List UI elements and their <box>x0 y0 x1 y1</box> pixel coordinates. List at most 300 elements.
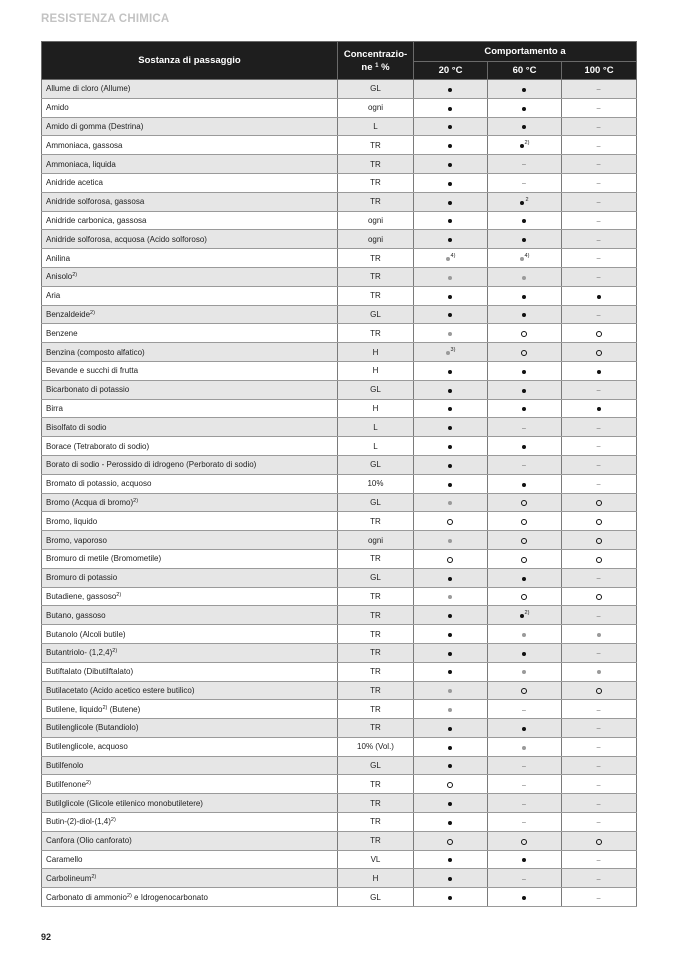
substance-name: Carbonato di ammonio <box>46 892 127 902</box>
dash-icon: – <box>522 161 526 169</box>
resistance-symbol <box>522 761 527 771</box>
resistance-symbol <box>448 723 453 733</box>
concentration-cell: H <box>338 869 414 888</box>
open-circle-icon <box>521 519 527 525</box>
filled-dot-icon <box>597 407 601 411</box>
resistance-symbol <box>521 591 528 601</box>
behaviour-cell-20c <box>414 587 488 606</box>
grey-dot-icon <box>448 595 452 599</box>
dash-icon: – <box>596 255 601 263</box>
substance-name: Anisolo <box>46 272 73 282</box>
resistance-symbol <box>597 253 602 263</box>
substance-name: Butiftalato (Dibutilftalato) <box>46 667 134 677</box>
behaviour-cell-60c <box>488 869 562 888</box>
table-row <box>42 380 637 399</box>
behaviour-cell-20c <box>414 343 488 362</box>
behaviour-cell-100c <box>562 719 637 738</box>
behaviour-cell-100c <box>562 418 637 437</box>
substance-footnote: 2) <box>102 704 108 711</box>
behaviour-cell-100c <box>562 625 637 644</box>
substance-name-suffix: (Butene) <box>107 704 141 714</box>
filled-dot-icon <box>448 295 452 299</box>
dash-icon: – <box>596 142 601 150</box>
substance-name: Butilenglicole, acquoso <box>46 742 128 752</box>
resistance-symbol <box>520 140 530 150</box>
dash-icon: – <box>596 443 601 451</box>
grey-dot-icon <box>522 746 526 750</box>
resistance-symbol <box>522 817 527 827</box>
concentration-cell: ogni <box>338 211 414 230</box>
behaviour-cell-60c <box>488 192 562 211</box>
behaviour-cell-20c <box>414 455 488 474</box>
dash-icon: – <box>522 424 526 432</box>
filled-dot-icon <box>448 633 452 637</box>
behaviour-cell-60c <box>488 813 562 832</box>
behaviour-cell-100c <box>562 361 637 380</box>
filled-dot-icon <box>522 577 526 581</box>
substance-cell <box>42 587 338 606</box>
filled-dot-icon <box>522 313 526 317</box>
open-circle-icon <box>521 594 527 600</box>
filled-dot-icon <box>448 219 452 223</box>
behaviour-cell-20c <box>414 643 488 662</box>
header-concentration-line2: ne <box>361 61 373 73</box>
behaviour-cell-20c <box>414 230 488 249</box>
filled-dot-icon <box>522 295 526 299</box>
behaviour-cell-100c <box>562 606 637 625</box>
filled-dot-icon <box>448 238 452 242</box>
substance-cell <box>42 775 338 794</box>
behaviour-cell-20c <box>414 305 488 324</box>
resistance-symbol <box>597 197 602 207</box>
behaviour-cell-60c <box>488 399 562 418</box>
behaviour-cell-60c <box>488 343 562 362</box>
behaviour-cell-100c <box>562 474 637 493</box>
grey-dot-icon <box>448 539 452 543</box>
filled-dot-icon <box>520 144 524 148</box>
behaviour-cell-100c <box>562 211 637 230</box>
resistance-symbol <box>596 836 603 846</box>
resistance-symbol <box>448 817 453 827</box>
footnote-ref: 2) <box>524 610 530 617</box>
open-circle-icon <box>596 519 602 525</box>
concentration-cell: TR <box>338 286 414 305</box>
resistance-symbol <box>522 422 527 432</box>
table-row <box>42 568 637 587</box>
resistance-symbol <box>522 291 527 301</box>
substance-footnote: 2) <box>90 309 95 316</box>
concentration-cell: L <box>338 437 414 456</box>
filled-dot-icon <box>448 577 452 581</box>
resistance-symbol <box>448 855 453 865</box>
table-row <box>42 230 637 249</box>
dash-icon: – <box>596 123 601 131</box>
behaviour-cell-100c <box>562 756 637 775</box>
behaviour-cell-20c <box>414 850 488 869</box>
resistance-symbol <box>597 441 602 451</box>
grey-dot-icon <box>597 670 601 674</box>
table-row <box>42 343 637 362</box>
open-circle-icon <box>447 782 453 788</box>
concentration-cell: TR <box>338 173 414 192</box>
dash-icon: – <box>522 781 526 789</box>
behaviour-cell-100c <box>562 568 637 587</box>
grey-dot-icon <box>522 633 526 637</box>
substance-name: Bromo, liquido <box>46 516 98 526</box>
behaviour-cell-20c <box>414 211 488 230</box>
table-row <box>42 888 637 907</box>
resistance-symbol <box>522 742 527 752</box>
resistance-symbol <box>597 855 602 865</box>
concentration-cell: TR <box>338 662 414 681</box>
behaviour-cell-20c <box>414 625 488 644</box>
dash-icon: – <box>596 387 601 395</box>
substance-cell <box>42 794 338 813</box>
behaviour-cell-60c <box>488 117 562 136</box>
resistance-symbol <box>520 253 530 263</box>
substance-cell <box>42 155 338 174</box>
concentration-cell: TR <box>338 831 414 850</box>
resistance-symbol <box>447 779 454 789</box>
resistance-symbol <box>597 798 602 808</box>
concentration-cell: TR <box>338 643 414 662</box>
behaviour-cell-100c <box>562 737 637 756</box>
filled-dot-icon <box>522 858 526 862</box>
behaviour-cell-20c <box>414 737 488 756</box>
filled-dot-icon <box>448 802 452 806</box>
open-circle-icon <box>521 331 527 337</box>
substance-name: Borato di sodio - Perossido di idrogeno (Perborato di sodio) <box>46 460 257 470</box>
resistance-symbol <box>446 253 456 263</box>
resistance-symbol <box>597 892 602 902</box>
behaviour-cell-100c <box>562 888 637 907</box>
table-row <box>42 80 637 99</box>
filled-dot-icon <box>448 483 452 487</box>
resistance-symbol <box>522 309 527 319</box>
dash-icon: – <box>596 105 601 113</box>
resistance-symbol <box>521 836 528 846</box>
resistance-symbol <box>448 685 453 695</box>
substance-name: Butadiene, gassoso <box>46 591 117 601</box>
resistance-symbol <box>597 573 602 583</box>
behaviour-cell-20c <box>414 399 488 418</box>
resistance-symbol <box>448 272 453 282</box>
behaviour-cell-100c <box>562 98 637 117</box>
substance-cell <box>42 662 338 681</box>
filled-dot-icon <box>448 877 452 881</box>
resistance-symbol <box>448 159 453 169</box>
resistance-symbol <box>596 535 603 545</box>
substance-name: Bevande e succhi di frutta <box>46 366 139 376</box>
substance-cell <box>42 493 338 512</box>
behaviour-cell-60c <box>488 136 562 155</box>
resistance-symbol <box>522 855 527 865</box>
resistance-symbol <box>521 685 528 695</box>
substance-cell <box>42 380 338 399</box>
table-row <box>42 549 637 568</box>
behaviour-cell-60c <box>488 380 562 399</box>
table-row <box>42 756 637 775</box>
resistance-symbol <box>448 309 453 319</box>
dash-icon: – <box>596 462 601 470</box>
dash-icon: – <box>596 180 601 188</box>
open-circle-icon <box>521 500 527 506</box>
open-circle-icon <box>521 557 527 563</box>
behaviour-cell-20c <box>414 531 488 550</box>
behaviour-cell-100c <box>562 117 637 136</box>
concentration-cell: GL <box>338 80 414 99</box>
table-row <box>42 850 637 869</box>
filled-dot-icon <box>448 670 452 674</box>
resistance-symbol <box>522 215 527 225</box>
filled-dot-icon <box>448 821 452 825</box>
substance-name: Benzaldeide <box>46 309 91 319</box>
substance-name: Anidride solforosa, acquosa (Acido solforoso) <box>46 234 207 244</box>
substance-cell <box>42 719 338 738</box>
behaviour-cell-100c <box>562 80 637 99</box>
dash-icon: – <box>596 424 601 432</box>
open-circle-icon <box>447 557 453 563</box>
resistance-symbol <box>522 272 527 282</box>
behaviour-cell-60c <box>488 249 562 268</box>
filled-dot-icon <box>448 858 452 862</box>
concentration-cell: H <box>338 361 414 380</box>
substance-name: Caramello <box>46 855 83 865</box>
concentration-cell: TR <box>338 192 414 211</box>
concentration-cell: 10% (Vol.) <box>338 737 414 756</box>
dash-icon: – <box>522 180 526 188</box>
table-row <box>42 173 637 192</box>
table-row <box>42 399 637 418</box>
dash-icon: – <box>596 481 601 489</box>
concentration-cell: TR <box>338 512 414 531</box>
concentration-cell: ogni <box>338 531 414 550</box>
table-row <box>42 643 637 662</box>
behaviour-cell-100c <box>562 192 637 211</box>
header-concentration-sup: 1 <box>375 62 379 69</box>
resistance-symbol <box>448 103 453 113</box>
concentration-cell: TR <box>338 587 414 606</box>
resistance-symbol <box>447 836 454 846</box>
table-row <box>42 662 637 681</box>
behaviour-cell-100c <box>562 549 637 568</box>
grey-dot-icon <box>448 689 452 693</box>
open-circle-icon <box>596 688 602 694</box>
filled-dot-icon <box>520 614 524 618</box>
dash-icon: – <box>596 762 601 770</box>
substance-cell <box>42 813 338 832</box>
filled-dot-icon <box>522 445 526 449</box>
concentration-cell: GL <box>338 493 414 512</box>
resistance-symbol <box>448 441 453 451</box>
substance-cell <box>42 512 338 531</box>
substance-name: Butin-(2)-diol-(1,4) <box>46 817 111 827</box>
resistance-symbol <box>521 497 528 507</box>
behaviour-cell-20c <box>414 869 488 888</box>
behaviour-cell-60c <box>488 512 562 531</box>
section-title: RESISTENZA CHIMICA <box>41 13 170 25</box>
behaviour-cell-60c <box>488 155 562 174</box>
concentration-cell: TR <box>338 549 414 568</box>
dash-icon: – <box>596 894 601 902</box>
substance-name: Canfora (Olio canforato) <box>46 836 132 846</box>
resistance-symbol <box>448 667 453 677</box>
substance-name: Aria <box>46 291 61 301</box>
table-row <box>42 305 637 324</box>
concentration-cell: TR <box>338 719 414 738</box>
resistance-symbol <box>522 441 527 451</box>
behaviour-cell-60c <box>488 80 562 99</box>
resistance-symbol <box>597 84 602 94</box>
dash-icon: – <box>596 217 601 225</box>
filled-dot-icon <box>448 652 452 656</box>
dash-icon: – <box>596 650 601 658</box>
behaviour-cell-20c <box>414 117 488 136</box>
resistance-symbol <box>522 779 527 789</box>
resistance-symbol <box>597 422 602 432</box>
substance-name: Carbolineum <box>46 873 92 883</box>
resistance-symbol <box>597 385 602 395</box>
behaviour-cell-60c <box>488 606 562 625</box>
resistance-symbol <box>596 591 603 601</box>
dash-icon: – <box>596 612 601 620</box>
behaviour-cell-20c <box>414 361 488 380</box>
behaviour-cell-20c <box>414 437 488 456</box>
behaviour-cell-100c <box>562 775 637 794</box>
behaviour-cell-100c <box>562 681 637 700</box>
concentration-cell: TR <box>338 136 414 155</box>
substance-cell <box>42 756 338 775</box>
substance-cell <box>42 324 338 343</box>
filled-dot-icon <box>448 746 452 750</box>
table-row <box>42 531 637 550</box>
filled-dot-icon <box>448 464 452 468</box>
open-circle-icon <box>596 331 602 337</box>
behaviour-cell-20c <box>414 192 488 211</box>
concentration-cell: ogni <box>338 230 414 249</box>
filled-dot-icon <box>522 389 526 393</box>
table-row <box>42 136 637 155</box>
filled-dot-icon <box>448 764 452 768</box>
substance-name: Benzene <box>46 328 78 338</box>
behaviour-cell-20c <box>414 606 488 625</box>
behaviour-cell-20c <box>414 80 488 99</box>
substance-cell <box>42 80 338 99</box>
header-concentration <box>338 42 414 80</box>
behaviour-cell-60c <box>488 98 562 117</box>
filled-dot-icon <box>448 201 452 205</box>
filled-dot-icon <box>448 125 452 129</box>
resistance-symbol <box>596 328 603 338</box>
substance-cell <box>42 343 338 362</box>
substance-cell <box>42 98 338 117</box>
behaviour-cell-100c <box>562 155 637 174</box>
behaviour-cell-100c <box>562 531 637 550</box>
concentration-cell: TR <box>338 794 414 813</box>
table-row <box>42 117 637 136</box>
resistance-symbol <box>522 892 527 902</box>
substance-name: Butilene, liquido <box>46 704 103 714</box>
table-row <box>42 455 637 474</box>
resistance-symbol <box>448 291 453 301</box>
behaviour-cell-60c <box>488 286 562 305</box>
filled-dot-icon <box>448 88 452 92</box>
concentration-cell: H <box>338 343 414 362</box>
substance-name: Butilfenolo <box>46 761 84 771</box>
dash-icon: – <box>522 462 526 470</box>
resistance-symbol <box>448 629 453 639</box>
table-row <box>42 437 637 456</box>
resistance-symbol <box>446 347 456 357</box>
resistance-symbol <box>597 667 602 677</box>
dash-icon: – <box>596 744 601 752</box>
resistance-symbol <box>597 215 602 225</box>
substance-cell <box>42 888 338 907</box>
behaviour-cell-20c <box>414 775 488 794</box>
footnote-ref: 4) <box>450 253 456 260</box>
substance-name: Ammoniaca, gassosa <box>46 140 123 150</box>
table-row <box>42 474 637 493</box>
header-20c: 20 °C <box>414 62 488 80</box>
resistance-symbol <box>448 385 453 395</box>
behaviour-cell-60c <box>488 643 562 662</box>
substance-cell <box>42 418 338 437</box>
behaviour-cell-60c <box>488 662 562 681</box>
substance-name: Anidride acetica <box>46 178 103 188</box>
open-circle-icon <box>596 500 602 506</box>
resistance-symbol <box>448 140 453 150</box>
concentration-cell: 10% <box>338 474 414 493</box>
substance-cell <box>42 737 338 756</box>
concentration-cell: TR <box>338 681 414 700</box>
filled-dot-icon <box>520 201 524 205</box>
filled-dot-icon <box>522 125 526 129</box>
filled-dot-icon <box>522 88 526 92</box>
resistance-symbol <box>597 629 602 639</box>
substance-cell <box>42 305 338 324</box>
behaviour-cell-60c <box>488 549 562 568</box>
behaviour-cell-20c <box>414 380 488 399</box>
substance-cell <box>42 681 338 700</box>
open-circle-icon <box>596 538 602 544</box>
resistance-symbol <box>522 667 527 677</box>
filled-dot-icon <box>448 727 452 731</box>
resistance-symbol <box>448 761 453 771</box>
filled-dot-icon <box>522 407 526 411</box>
grey-dot-icon <box>448 276 452 280</box>
substance-footnote: 2) <box>72 272 78 279</box>
dash-icon: – <box>522 762 526 770</box>
substance-cell <box>42 869 338 888</box>
substance-cell <box>42 136 338 155</box>
resistance-symbol <box>448 234 453 244</box>
behaviour-cell-100c <box>562 493 637 512</box>
behaviour-cell-20c <box>414 155 488 174</box>
grey-dot-icon <box>448 501 452 505</box>
behaviour-cell-100c <box>562 869 637 888</box>
dash-icon: – <box>596 856 601 864</box>
substance-cell <box>42 399 338 418</box>
behaviour-cell-20c <box>414 324 488 343</box>
substance-name: Anidride solforosa, gassosa <box>46 197 145 207</box>
header-concentration-line1: Concentrazio- <box>343 48 408 60</box>
behaviour-cell-60c <box>488 700 562 719</box>
substance-name: Butanolo (Alcoli butile) <box>46 629 126 639</box>
filled-dot-icon <box>448 107 452 111</box>
behaviour-cell-60c <box>488 173 562 192</box>
behaviour-cell-60c <box>488 418 562 437</box>
grey-dot-icon <box>448 332 452 336</box>
